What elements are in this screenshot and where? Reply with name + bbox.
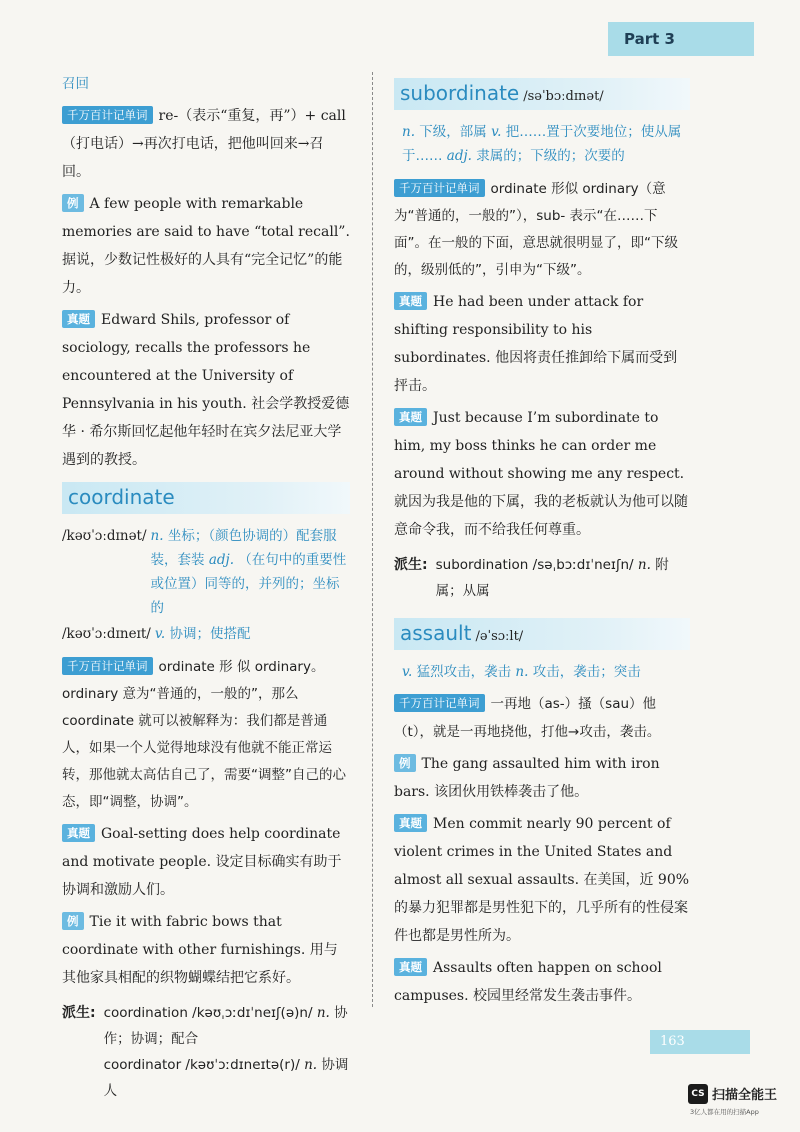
subordinate-exam1	[394, 288, 690, 400]
definition: 协调；使搭配	[169, 626, 251, 642]
definition: 把……置于次要地位；使从属于……	[402, 124, 682, 164]
assault-exam2	[394, 954, 690, 1010]
assault-defs	[394, 660, 690, 684]
pos-label: v.	[402, 664, 413, 680]
subordinate-memory-text: ordinate 形似 ordinary（意为“普通的，一般的”），sub- 表示“在……下面”。在一般的下面，意思就很明显了，即“下级的，级别低的”，引申为“下级”。	[394, 181, 678, 278]
exam-badge: 真题	[62, 824, 95, 842]
memory-badge: 千万百计记单词	[394, 179, 485, 197]
left-column	[62, 70, 350, 1104]
pos-label: n.	[304, 1057, 318, 1073]
definition: 下级，部属	[419, 124, 487, 140]
watermark-name: 扫描全能王	[712, 1088, 778, 1103]
assault-headword-band	[394, 618, 690, 650]
assault-exam2-text: Assaults often happen on school campuses. 校园里经常发生袭击事件。	[394, 960, 662, 1004]
subordinate-pron: /səˈbɔːdɪnət/	[523, 89, 604, 104]
derivative-label: 派生:	[394, 557, 428, 573]
memory-badge: 千万百计记单词	[62, 657, 153, 675]
exam-badge: 真题	[394, 958, 427, 976]
derivative-word: subordination /səˌbɔːdɪˈneɪʃn/	[435, 557, 634, 573]
pos-label: n.	[515, 664, 529, 680]
derivative-word: coordinator /kəʊˈɔːdɪneɪtə(r)/	[103, 1057, 300, 1073]
assault-memory	[394, 690, 690, 746]
example-badge: 例	[62, 912, 84, 930]
coordinate-headword: coordinate	[68, 485, 175, 509]
derivative-def: 附属；从属	[435, 557, 669, 599]
coordinate-exam	[62, 820, 350, 904]
subordinate-memory	[394, 176, 690, 284]
pos-label: n.	[150, 528, 164, 544]
coordinate-pron2-defs	[155, 622, 251, 646]
recall-example-text: A few people with remarkable memories are said to have “total recall”. 据说，少数记性极好的人具有“完全记忆”的能力。	[62, 196, 350, 296]
coordinate-pron2	[62, 622, 350, 646]
pos-label: adj.	[446, 148, 472, 164]
definition: 隶属的；下级的；次要的	[476, 148, 625, 164]
subordinate-exam2	[394, 404, 690, 544]
derivative-def: 协作；协调；配合	[103, 1005, 348, 1047]
exam-badge: 真题	[394, 814, 427, 832]
assault-exam1	[394, 810, 690, 950]
pos-label: v.	[491, 124, 502, 140]
pos-label: v.	[154, 626, 166, 642]
watermark-subtitle: 3亿人都在用的扫描App	[690, 1108, 759, 1116]
coordinate-exam-text: Goal-setting does help coordinate and motivate people. 设定目标确实有助于协调和激励人们。	[62, 826, 342, 898]
assault-exam1-text: Men commit nearly 90 percent of violent crimes in the United States and almost all sexual assaults. 在美国，近 90% 的暴力犯罪都是男性犯下的，几乎所有的性侵案件也都是男性所为。	[394, 816, 690, 944]
pos-label: n.	[316, 1005, 330, 1021]
coordinate-derivatives	[62, 1000, 350, 1104]
part-tab: Part 3	[608, 22, 754, 56]
recall-exam	[62, 306, 350, 474]
assault-pron: /əˈsɔːlt/	[475, 629, 524, 644]
derivative-list	[436, 552, 690, 604]
assault-headword: assault	[400, 621, 472, 645]
recall-tail: 召回	[62, 76, 89, 92]
example-badge: 例	[394, 754, 416, 772]
definition: 坐标；（颜色协调的）配套服装，套装	[150, 528, 337, 568]
recall-example	[62, 190, 350, 302]
derivative-word: coordination /kəʊˌɔːdɪˈneɪʃ(ə)n/	[103, 1005, 313, 1021]
coordinate-memory	[62, 654, 350, 816]
definition: （在句中的重要性或位置）同等的，并列的；坐标的	[150, 552, 347, 616]
recall-memory	[62, 102, 350, 186]
recall-exam-text: Edward Shils, professor of sociology, recalls the professors he encountered at the University of Pennsylvania in his youth. 社会学教授爱德华 · 希尔斯回忆起他年轻时在宾夕法尼亚大学遇到的教授。	[62, 312, 350, 468]
derivative-label: 派生:	[62, 1005, 96, 1021]
derivative-list	[104, 1000, 350, 1104]
page-number: 163	[650, 1030, 750, 1054]
coordinate-pron1-defs	[151, 524, 350, 620]
column-divider	[372, 72, 373, 1007]
coordinate-pron2-text: /kəʊˈɔːdɪneɪt/	[62, 626, 151, 642]
coordinate-memory-text: ordinate 形 似 ordinary。ordinary 意为“普通的，一般的”，那么 coordinate 就可以被解释为：我们都是普通人，如果一个人觉得地球没有他就不能正常运转，那他就太高估自己了，需要“调整”自己的心态，即“调整，协调”。	[62, 659, 346, 810]
scanner-watermark	[688, 1082, 788, 1122]
subordinate-exam1-text: He had been under attack for shifting responsibility to his subordinates. 他因将责任推卸给下属而受到抨击。	[394, 294, 678, 394]
exam-badge: 真题	[394, 408, 427, 426]
pos-label: n.	[402, 124, 415, 140]
coordinate-pron1-text: /kəʊˈɔːdɪnət/	[62, 528, 147, 544]
coordinate-example-text: Tie it with fabric bows that coordinate with other furnishings. 用与其他家具相配的织物蝴蝶结把它系好。	[62, 914, 338, 986]
assault-example-text: The gang assaulted him with iron bars. 该团伙用铁棒袭击了他。	[394, 756, 660, 800]
subordinate-headword: subordinate	[400, 81, 520, 105]
derivative-def: 协调人	[103, 1057, 349, 1099]
subordinate-exam2-text: Just because I’m subordinate to him, my boss thinks he can order me around without showing me any respect. 就因为我是他的下属，我的老板就认为他可以随意命令我，而不给我任何尊重。	[394, 410, 688, 538]
exam-badge: 真题	[394, 292, 427, 310]
camscanner-logo-icon: CS	[688, 1084, 708, 1104]
coordinate-headword-band	[62, 482, 350, 514]
assault-example	[394, 750, 690, 806]
pos-label: adj.	[208, 552, 234, 568]
memory-badge: 千万百计记单词	[62, 106, 153, 124]
example-badge: 例	[62, 194, 84, 212]
subordinate-derivatives	[394, 552, 690, 604]
right-column	[394, 72, 690, 1010]
definition: 攻击，袭击；突击	[532, 664, 641, 680]
coordinate-example	[62, 908, 350, 992]
subordinate-defs	[394, 120, 690, 168]
pos-label: n.	[637, 557, 651, 573]
coordinate-pron1	[62, 524, 350, 620]
assault-memory-text: 一再地（as-）搔（sau）他（t），就是一再地挠他，打他→攻击，袭击。	[394, 696, 661, 740]
definition: 猛烈攻击，袭击	[416, 664, 512, 680]
subordinate-headword-band	[394, 78, 690, 110]
exam-badge: 真题	[62, 310, 95, 328]
memory-badge: 千万百计记单词	[394, 694, 485, 712]
recall-memory-text: re-（表示“重复，再”）+ call（打电话）→再次打电话，把他叫回来→召回。	[62, 108, 346, 180]
